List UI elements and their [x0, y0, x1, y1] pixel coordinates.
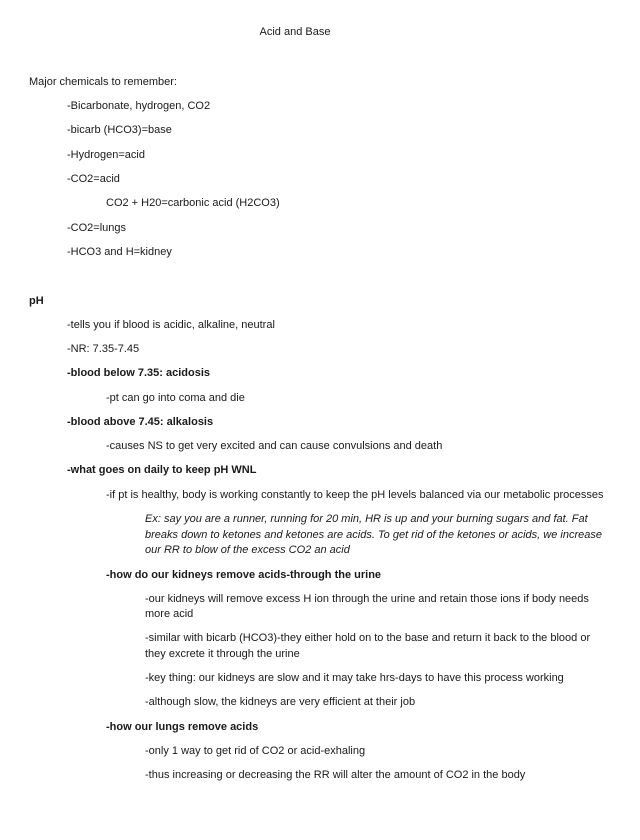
- alkalosis-heading: -blood above 7.45: alkalosis: [67, 416, 214, 428]
- list-item: -Bicarbonate, hydrogen, CO2: [67, 100, 211, 112]
- list-item: -CO2=lungs: [67, 222, 127, 234]
- page-title: Acid and Base: [259, 26, 331, 38]
- carbonic-acid-equation: CO2 + H20=carbonic acid (H2CO3): [106, 197, 280, 209]
- example-line: breaks down to ketones and ketones are acids. To get rid of the ketones or acids, we increase: [145, 529, 602, 541]
- kidney-item-cont: they excrete it through the urine: [145, 648, 300, 660]
- ph-tells: -tells you if blood is acidic, alkaline, neutral: [67, 319, 275, 331]
- lungs-heading: -how our lungs remove acids: [106, 721, 259, 733]
- lungs-item: -thus increasing or decreasing the RR will alter the amount of CO2 in the body: [145, 769, 526, 781]
- kidney-heading: -how do our kidneys remove acids-through the urine: [106, 569, 382, 581]
- ph-normal-range: -NR: 7.35-7.45: [67, 343, 140, 355]
- list-item: -HCO3 and H=kidney: [67, 246, 172, 258]
- kidney-item: -although slow, the kidneys are very efficient at their job: [145, 696, 416, 708]
- example-line: Ex: say you are a runner, running for 20 min, HR is up and your burning sugars and fat. Fat: [145, 513, 588, 525]
- acidosis-heading: -blood below 7.35: acidosis: [67, 367, 211, 379]
- alkalosis-note: -causes NS to get very excited and can cause convulsions and death: [106, 440, 443, 452]
- list-item: -bicarb (HCO3)=base: [67, 124, 172, 136]
- kidney-item: -similar with bicarb (HCO3)-they either hold on to the base and return it back to the blood or: [145, 632, 591, 644]
- lungs-item: -only 1 way to get rid of CO2 or acid-exhaling: [145, 745, 366, 757]
- list-item: -Hydrogen=acid: [67, 149, 145, 161]
- daily-heading: -what goes on daily to keep pH WNL: [67, 464, 257, 476]
- kidney-item: -key thing: our kidneys are slow and it may take hrs-days to have this process working: [145, 672, 564, 684]
- list-item: -CO2=acid: [67, 173, 120, 185]
- kidney-item-cont: more acid: [145, 608, 194, 620]
- major-chemicals-heading: Major chemicals to remember:: [29, 76, 177, 88]
- daily-note: -if pt is healthy, body is working constantly to keep the pH levels balanced via our metabolic processes: [106, 489, 604, 501]
- kidney-item: -our kidneys will remove excess H ion through the urine and retain those ions if body needs: [145, 593, 589, 605]
- ph-heading: pH: [29, 295, 44, 307]
- acidosis-note: -pt can go into coma and die: [106, 392, 245, 404]
- example-line: our RR to blow of the excess CO2 an acid: [145, 544, 350, 556]
